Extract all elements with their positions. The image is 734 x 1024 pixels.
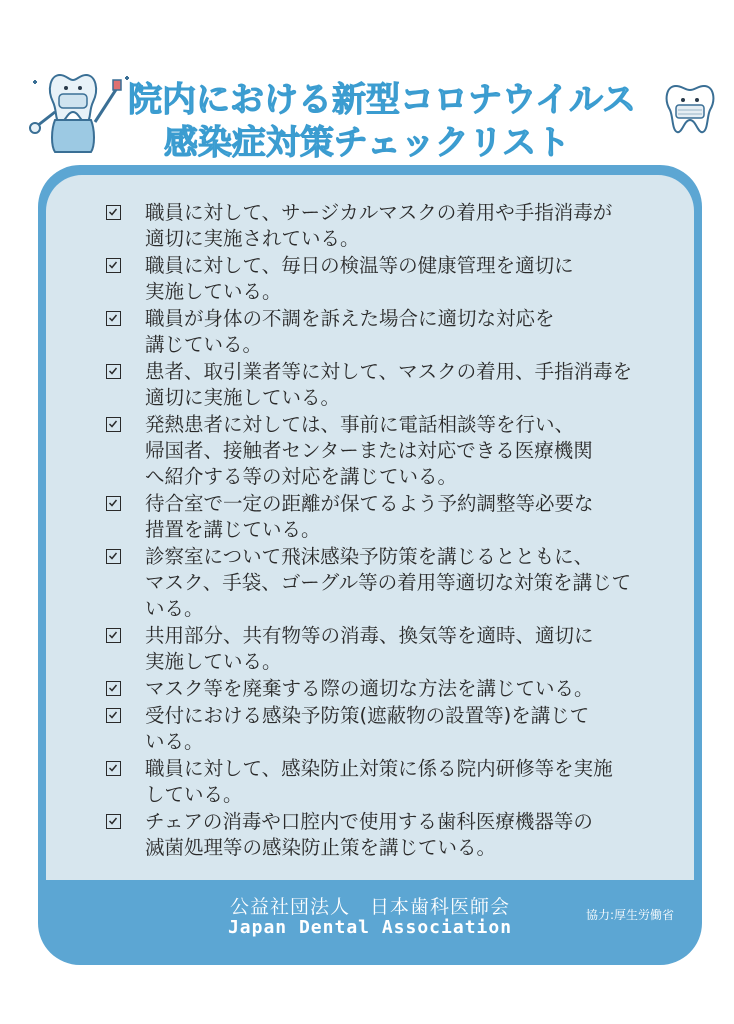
list-item — [106, 491, 696, 543]
item-text-line: している。 — [145, 783, 243, 806]
checked-box-icon — [106, 311, 121, 326]
item-text-line: マスク等を廃棄する際の適切な方法を講じている。 — [145, 677, 594, 700]
item-text-line: へ紹介する等の対応を講じている。 — [145, 465, 458, 488]
checked-box-icon — [106, 364, 121, 379]
list-item — [106, 200, 696, 252]
checked-box-icon — [106, 258, 121, 273]
list-item — [106, 253, 696, 305]
item-text-line: 滅菌処理等の感染防止策を講じている。 — [145, 836, 497, 859]
checklist — [106, 200, 696, 862]
item-text-line: 職員に対して、毎日の検温等の健康管理を適切に — [145, 254, 574, 277]
page-title-line1: 院内における新型コロナウイルス — [128, 80, 636, 120]
list-item — [106, 359, 696, 411]
item-text-line: 実施している。 — [145, 650, 282, 673]
item-text-line: 発熱患者に対しては、事前に電話相談等を行い、 — [145, 413, 575, 436]
list-item — [106, 544, 696, 622]
header — [0, 60, 734, 170]
item-text-line: 待合室で一定の距離が保てるよう予約調整等必要な — [145, 492, 594, 515]
item-text-line: 適切に実施されている。 — [145, 227, 360, 250]
checked-box-icon — [106, 761, 121, 776]
checked-box-icon — [106, 814, 121, 829]
list-item — [106, 703, 696, 755]
list-item — [106, 623, 696, 675]
page-title-line2: 感染症対策チェックリスト — [163, 123, 571, 163]
item-text-line: いる。 — [145, 730, 204, 753]
checklist-panel — [46, 175, 694, 880]
checked-box-icon — [106, 549, 121, 564]
footer-org-japanese: 公益社団法人 日本歯科医師会 — [229, 896, 510, 918]
checked-box-icon — [106, 417, 121, 432]
list-item — [106, 756, 696, 808]
item-text-line: 適切に実施している。 — [145, 386, 341, 409]
footer-org-english: Japan Dental Association — [227, 917, 513, 938]
item-text-line: 帰国者、接触者センターまたは対応できる医療機関 — [145, 439, 593, 462]
list-item — [106, 412, 696, 490]
item-text-line: 講じている。 — [145, 333, 263, 356]
checked-box-icon — [106, 628, 121, 643]
list-item — [106, 809, 696, 861]
item-text-line: 患者、取引業者等に対して、マスクの着用、手指消毒を — [145, 360, 633, 383]
item-text-line: 職員に対して、感染防止対策に係る院内研修等を実施 — [145, 757, 613, 780]
item-text-line: 実施している。 — [145, 280, 282, 303]
footer-cooperation: 協力:厚生労働省 — [586, 908, 675, 922]
item-text-line: チェアの消毒や口腔内で使用する歯科医療機器等の — [145, 810, 593, 833]
item-text-line: 共用部分、共有物等の消毒、換気等を適時、適切に — [145, 624, 594, 647]
item-text-line: 措置を講じている。 — [145, 518, 321, 541]
checked-box-icon — [106, 708, 121, 723]
checked-box-icon — [106, 681, 121, 696]
checked-box-icon — [106, 496, 121, 511]
item-text-line: 職員が身体の不調を訴えた場合に適切な対応を — [145, 307, 555, 330]
item-text-line: 診察室について飛沫感染予防策を講じるとともに、 — [145, 545, 594, 568]
checklist-card — [38, 165, 702, 965]
list-item — [106, 676, 696, 702]
item-text-line: いる。 — [145, 597, 204, 620]
checked-box-icon — [106, 205, 121, 220]
item-text-line: 受付における感染予防策(遮蔽物の設置等)を講じて — [145, 704, 590, 727]
list-item — [106, 306, 696, 358]
item-text-line: マスク、手袋、ゴーグル等の着用等適切な対策を講じて — [145, 571, 632, 594]
item-text-line: 職員に対して、サージカルマスクの着用や手指消毒が — [145, 201, 613, 224]
